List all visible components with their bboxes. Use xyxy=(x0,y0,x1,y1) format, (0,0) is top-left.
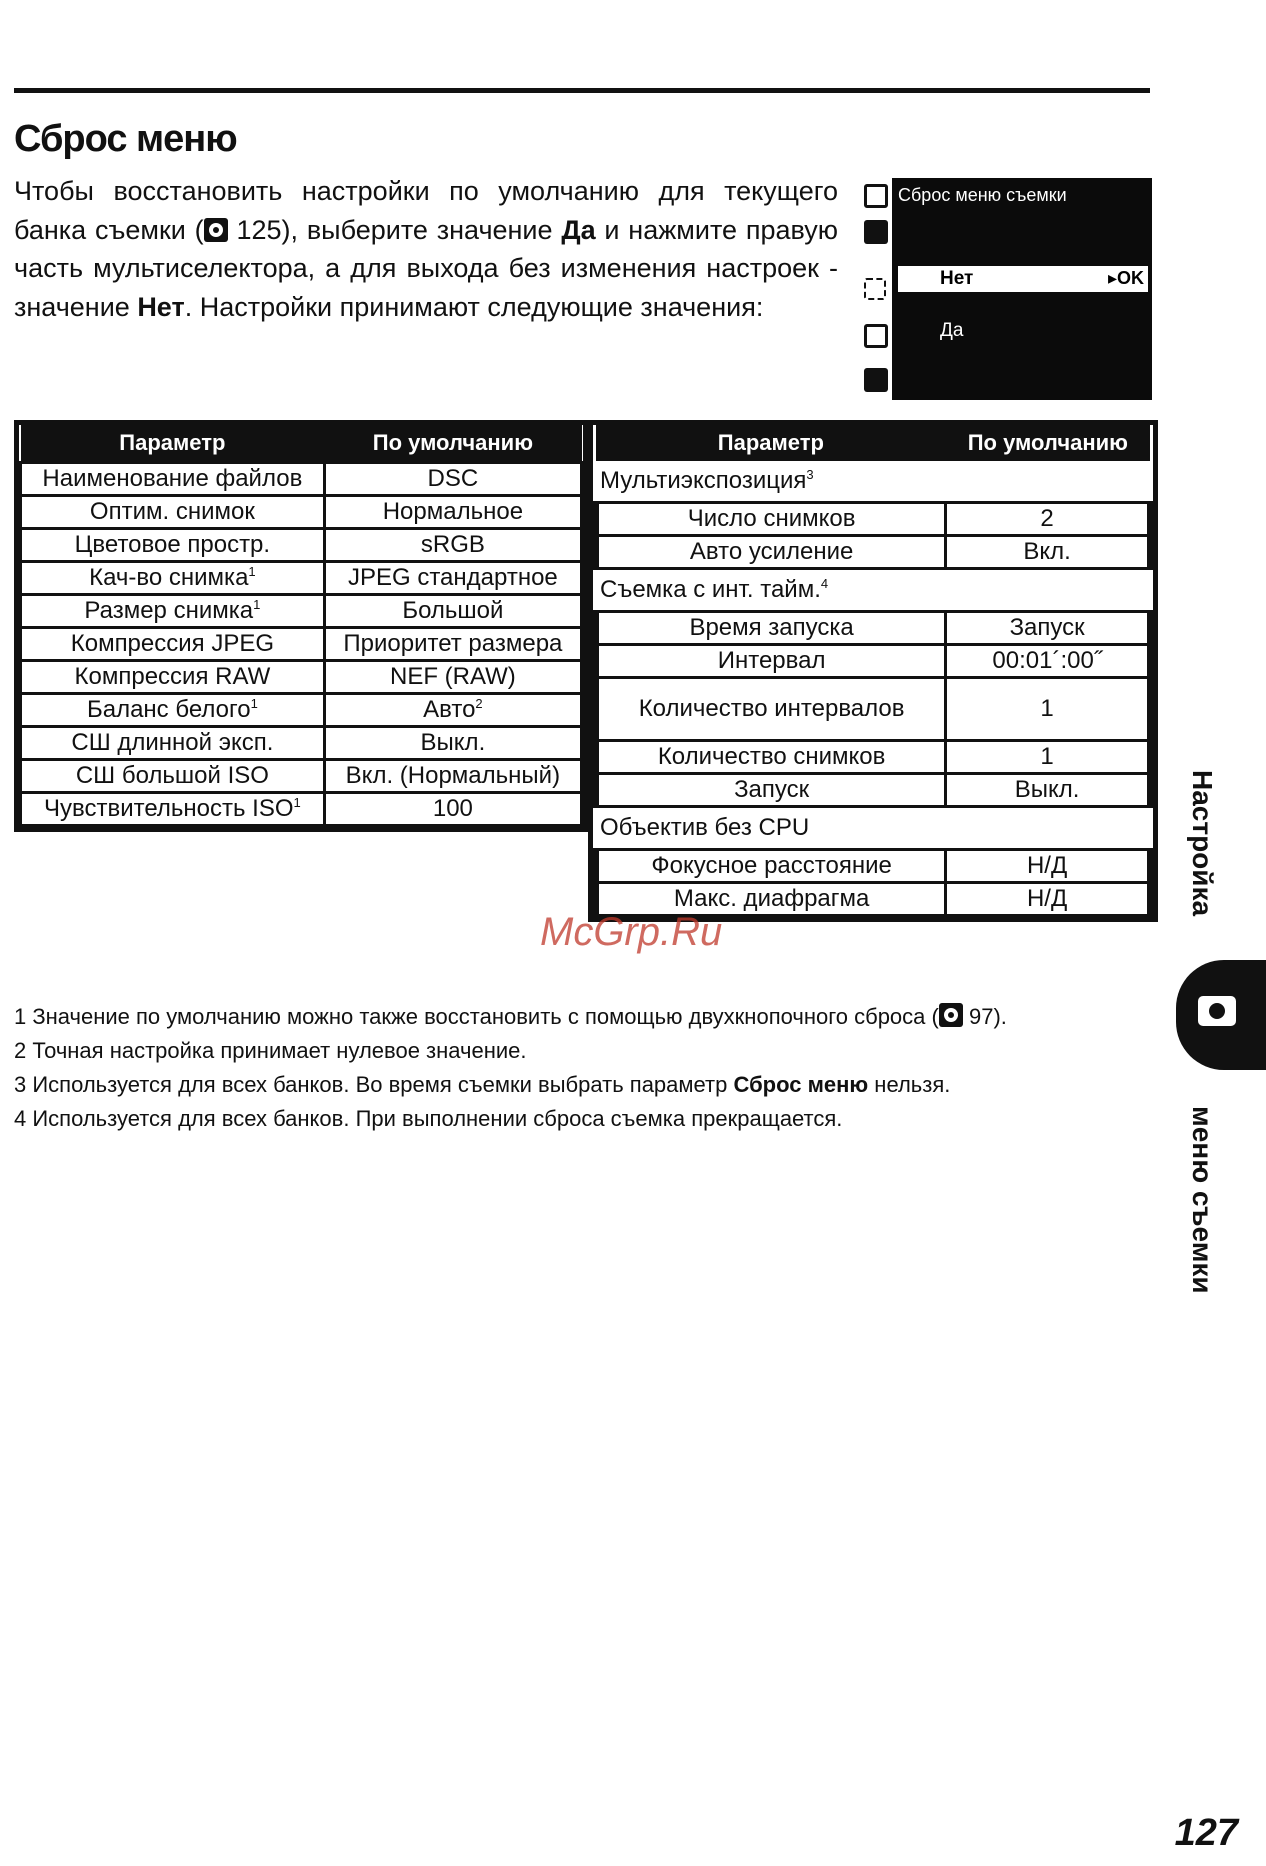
value-cell-text: Н/Д xyxy=(1026,852,1068,879)
setup-menu-icon xyxy=(864,324,888,348)
footnote-2: 2 Точная настройка принимает нулевое значение. xyxy=(14,1038,527,1063)
table-row xyxy=(596,774,1150,807)
table-row xyxy=(21,628,582,661)
footnote-3-end: нельзя. xyxy=(868,1072,951,1097)
param-cell-text: Фокусное расстояние xyxy=(651,852,892,879)
intro-text-3: и нажмите правую часть мультиселектора, а для выхода без изменения настроек - значение xyxy=(14,214,838,322)
value-cell xyxy=(946,678,1150,741)
page-number: 127 xyxy=(1174,1812,1238,1854)
footnote-3 xyxy=(14,1068,1007,1102)
table-row xyxy=(21,562,582,595)
group-header-row xyxy=(596,461,1150,503)
side-label-shooting-menu: меню съемки xyxy=(1187,1106,1218,1294)
value-cell xyxy=(324,661,581,694)
footnote-ref: 1 xyxy=(250,696,258,711)
value-cell-text: DSC xyxy=(427,465,479,492)
screen-title: Сброс меню съемки xyxy=(898,185,1067,205)
param-cell xyxy=(596,774,946,807)
value-cell-text: Выкл. xyxy=(1014,776,1080,803)
intro-paragraph xyxy=(14,172,838,326)
table-row xyxy=(21,463,582,496)
footnote-1-text: 1 Значение по умолчанию можно также восстановить с помощью двухкнопочного сброса ( xyxy=(14,1004,939,1029)
value-cell xyxy=(946,645,1150,678)
group-header-text: Мультиэкспозиция xyxy=(600,467,807,494)
param-cell xyxy=(596,850,946,883)
value-cell xyxy=(946,536,1150,569)
param-cell-text: Компрессия JPEG xyxy=(70,630,275,657)
watermark: McGrp.Ru xyxy=(540,910,723,954)
table-row xyxy=(21,496,582,529)
value-cell-text: Запуск xyxy=(1009,614,1085,641)
right-header-default: По умолчанию xyxy=(946,425,1150,461)
value-cell xyxy=(324,760,581,793)
footnote-1 xyxy=(14,1000,1007,1034)
table-row xyxy=(21,694,582,727)
value-cell xyxy=(324,793,581,826)
table-row xyxy=(596,741,1150,774)
param-cell xyxy=(21,496,325,529)
intro-text-4: . Настройки принимают следующие значения: xyxy=(184,291,764,322)
param-cell xyxy=(596,536,946,569)
table-row xyxy=(21,529,582,562)
page-title: Сброс меню xyxy=(14,118,237,160)
value-cell xyxy=(946,850,1150,883)
footnote-ref: 4 xyxy=(820,576,829,591)
table-row xyxy=(21,793,582,826)
param-cell-text: Кач-во снимка xyxy=(89,564,249,591)
footnote-ref: 2 xyxy=(475,696,483,711)
param-cell xyxy=(21,628,325,661)
param-cell xyxy=(596,741,946,774)
param-cell xyxy=(596,503,946,536)
table-row xyxy=(21,727,582,760)
value-cell-text: 1 xyxy=(1040,743,1054,770)
menu-option-yes[interactable] xyxy=(898,318,1148,344)
value-cell-text: Нормальное xyxy=(382,498,524,525)
page-reference-icon xyxy=(939,1003,963,1027)
param-cell xyxy=(596,678,946,741)
param-cell-text: Количество снимков xyxy=(657,743,886,770)
value-cell xyxy=(324,529,581,562)
value-cell xyxy=(324,595,581,628)
value-cell-text: Вкл. (Нормальный) xyxy=(345,762,561,789)
value-cell xyxy=(946,612,1150,645)
param-cell-text: Баланс белого xyxy=(86,696,251,723)
group-header xyxy=(596,569,1150,612)
param-cell xyxy=(21,727,325,760)
param-cell xyxy=(596,612,946,645)
value-cell-text: NEF (RAW) xyxy=(390,663,516,690)
custom-settings-icon xyxy=(864,278,886,300)
param-cell-text: Количество интервалов xyxy=(638,695,905,722)
group-header xyxy=(596,807,1150,850)
param-cell-text: СШ длинной эксп. xyxy=(71,729,274,756)
side-label-setup: Настройка xyxy=(1187,770,1218,917)
value-cell xyxy=(324,562,581,595)
param-cell-text: Компрессия RAW xyxy=(74,663,271,690)
value-cell xyxy=(324,496,581,529)
param-cell-text: Запуск xyxy=(734,776,810,803)
param-cell xyxy=(21,661,325,694)
menu-option-no[interactable] xyxy=(898,266,1148,292)
value-cell xyxy=(946,503,1150,536)
table-row xyxy=(596,536,1150,569)
param-cell xyxy=(21,595,325,628)
param-cell xyxy=(21,793,325,826)
param-cell xyxy=(21,529,325,562)
menu-tab-strip xyxy=(860,178,892,400)
value-cell xyxy=(324,727,581,760)
footnote-3-bold: Сброс меню xyxy=(733,1072,869,1097)
footnote-4: 4 Используется для всех банков. При выполнении сброса съемка прекращается. xyxy=(14,1106,843,1131)
footnotes xyxy=(14,1000,1007,1136)
value-cell-text: 2 xyxy=(1040,505,1054,532)
playback-menu-icon xyxy=(864,184,888,208)
footnote-ref: 1 xyxy=(293,795,301,810)
group-header xyxy=(596,461,1150,503)
param-cell-text: Чувствительность ISO xyxy=(44,795,294,822)
retouch-menu-icon xyxy=(864,368,888,392)
group-header-text: Объектив без CPU xyxy=(600,814,810,841)
intro-no: Нет xyxy=(137,291,185,322)
value-cell-text: 00:01´:00˝ xyxy=(992,647,1102,674)
intro-text-2: 125), выберите значение xyxy=(236,214,562,245)
group-header-row xyxy=(596,807,1150,850)
footnote-ref: 1 xyxy=(248,564,256,579)
right-header-param: Параметр xyxy=(596,425,946,461)
param-cell xyxy=(21,463,325,496)
value-cell-text: Авто xyxy=(423,696,476,723)
param-cell-text: Размер снимка xyxy=(84,597,254,624)
camera-icon xyxy=(1198,996,1236,1026)
value-cell xyxy=(946,741,1150,774)
param-cell-text: Оптим. снимок xyxy=(89,498,255,525)
value-cell-text: Вкл. xyxy=(1023,538,1071,565)
value-cell-text: Большой xyxy=(402,597,504,624)
table-row xyxy=(596,612,1150,645)
param-cell-text: СШ большой ISO xyxy=(75,762,269,789)
param-cell-text: Цветовое простр. xyxy=(74,531,271,558)
param-cell-text: Время запуска xyxy=(689,614,854,641)
left-header-default: По умолчанию xyxy=(324,425,581,463)
value-cell xyxy=(946,883,1150,916)
value-cell-text: 1 xyxy=(1040,695,1054,722)
ok-indicator: ▸OK xyxy=(1107,268,1144,288)
param-cell-text: Интервал xyxy=(717,647,826,674)
page-reference-icon xyxy=(204,218,228,242)
option-yes-label: Да xyxy=(940,320,964,341)
value-cell-text: 100 xyxy=(432,795,473,822)
param-cell xyxy=(21,760,325,793)
top-rule xyxy=(14,88,1150,93)
footnote-1-page: 97). xyxy=(968,1004,1007,1029)
footnote-3-text: 3 Используется для всех банков. Во время съемки выбрать параметр xyxy=(14,1072,734,1097)
value-cell xyxy=(324,628,581,661)
table-row xyxy=(596,850,1150,883)
param-cell xyxy=(596,645,946,678)
footnote-ref: 1 xyxy=(253,597,261,612)
table-row xyxy=(596,678,1150,741)
value-cell xyxy=(324,463,581,496)
param-cell-text: Число снимков xyxy=(687,505,856,532)
right-defaults-table xyxy=(588,420,1158,922)
value-cell-text: Н/Д xyxy=(1026,885,1068,912)
group-header-row xyxy=(596,569,1150,612)
param-cell xyxy=(21,562,325,595)
shooting-menu-icon xyxy=(864,220,888,244)
left-header-param: Параметр xyxy=(21,425,325,463)
camera-menu-screen xyxy=(860,178,1152,400)
group-header-text: Съемка с инт. тайм. xyxy=(600,576,821,603)
value-cell xyxy=(946,774,1150,807)
param-cell xyxy=(21,694,325,727)
footnote-ref: 3 xyxy=(806,467,814,482)
table-row xyxy=(21,595,582,628)
table-row xyxy=(596,645,1150,678)
table-row xyxy=(21,760,582,793)
value-cell-text: Приоритет размера xyxy=(343,630,563,657)
value-cell-text: JPEG стандартное xyxy=(347,564,558,591)
option-no-label: Нет xyxy=(940,268,974,289)
intro-yes: Да xyxy=(561,214,596,245)
table-row xyxy=(596,503,1150,536)
param-cell-text: Макс. диафрагма xyxy=(673,885,870,912)
left-defaults-table xyxy=(14,420,588,832)
value-cell-text: Выкл. xyxy=(420,729,486,756)
side-tab xyxy=(1176,960,1266,1070)
intro-text-1: Чтобы восстановить настройки по умолчанию для текущего банка съемки ( xyxy=(14,176,838,245)
table-row xyxy=(21,661,582,694)
value-cell-text: sRGB xyxy=(420,531,485,558)
param-cell-text: Авто усиление xyxy=(689,538,854,565)
param-cell-text: Наименование файлов xyxy=(42,465,303,492)
value-cell xyxy=(324,694,581,727)
